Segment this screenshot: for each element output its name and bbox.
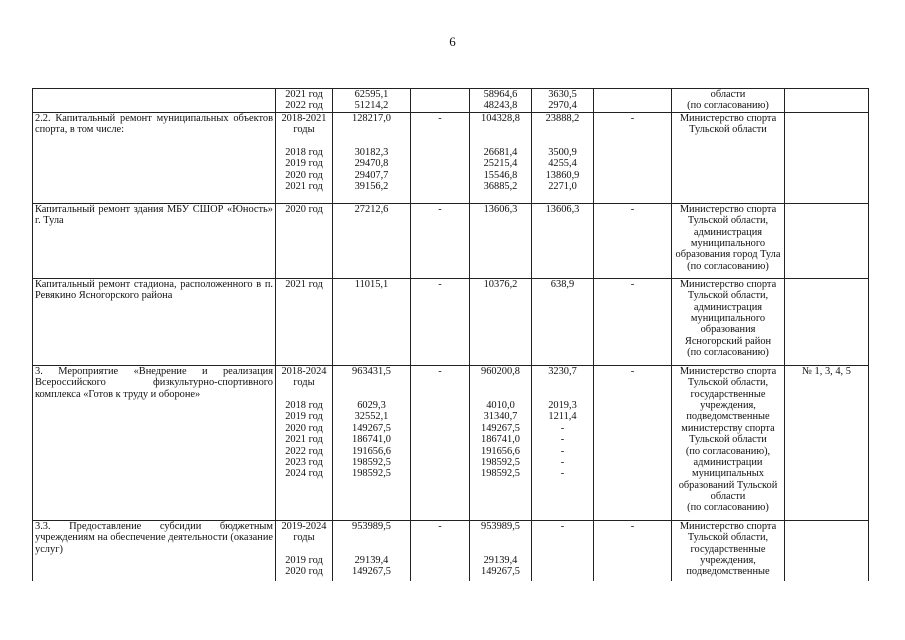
other-cell	[594, 203, 672, 278]
cell-line	[278, 136, 330, 147]
cell-line: Министерство спорта	[679, 112, 777, 124]
cell-line: -	[438, 278, 442, 290]
cell-line: Тульской области,	[687, 532, 769, 544]
local-cell	[532, 278, 594, 365]
cell-line: 963431,5	[352, 365, 391, 377]
cell-line: 2018-2021	[281, 112, 327, 124]
cell-line: 2021 год	[285, 89, 323, 100]
total-cell	[333, 112, 411, 203]
cell-line: 10376,2	[483, 278, 518, 290]
cell-line	[472, 544, 529, 555]
description-cell: Капитальный ремонт здания МБУ СШОР «Юность» г. Тула	[33, 203, 276, 278]
cell-line: 149267,5	[481, 422, 520, 434]
cell-line: администрации	[693, 456, 763, 468]
cell-line: администрация	[693, 226, 763, 238]
cell-line: Тульской области,	[687, 290, 769, 302]
cell-line: 3230,7	[548, 365, 577, 377]
local-cell	[532, 89, 594, 113]
cell-line: (по согласованию)	[687, 100, 769, 112]
cell-line: 104328,8	[481, 112, 520, 124]
regional-cell	[470, 365, 532, 520]
cell-line: муниципального	[690, 237, 766, 249]
cell-line: 128217,0	[352, 112, 391, 124]
cell-line: 25215,4	[483, 158, 518, 170]
federal-cell	[411, 89, 470, 113]
cell-line: -	[630, 365, 635, 377]
cell-line: -	[630, 520, 635, 532]
cell-line: Министерство спорта	[679, 203, 777, 215]
cell-line: 198592,5	[352, 456, 391, 468]
cell-line	[335, 532, 408, 543]
cell-line: 29470,8	[354, 158, 389, 170]
cell-line: (по согласованию)	[687, 502, 769, 514]
cell-line: -	[438, 520, 442, 532]
cell-line: 198592,5	[481, 456, 520, 468]
cell-line: государственные	[690, 388, 766, 400]
federal-cell	[411, 365, 470, 520]
cell-line: образования город Тула	[675, 249, 781, 261]
cell-line: 638,9	[550, 278, 575, 290]
cell-line: Министерство спорта	[679, 520, 777, 532]
cell-line: 36885,2	[483, 181, 518, 193]
local-cell	[532, 112, 594, 203]
period-cell	[276, 89, 333, 113]
cell-line: годы	[293, 532, 315, 544]
cell-line: муниципального	[690, 312, 766, 324]
indicators-cell	[785, 520, 869, 581]
cell-line: -	[630, 112, 635, 124]
local-cell	[532, 520, 594, 581]
description-cell: Капитальный ремонт стадиона, расположенного в п. Ревякино Ясногорского района	[33, 278, 276, 365]
cell-line: 198592,5	[481, 468, 520, 480]
other-cell	[594, 89, 672, 113]
cell-line: (по согласованию),	[685, 445, 771, 457]
cell-line: 30182,3	[354, 146, 389, 158]
period-cell	[276, 520, 333, 581]
cell-line	[278, 389, 330, 400]
other-cell	[594, 520, 672, 581]
cell-line: 29139,4	[483, 554, 518, 566]
period-cell	[276, 278, 333, 365]
cell-line	[472, 124, 529, 135]
cell-line: 3630,5	[548, 89, 577, 100]
period-cell	[276, 203, 333, 278]
cell-line	[534, 389, 591, 400]
cell-line	[335, 389, 408, 400]
cell-line: 149267,5	[352, 566, 391, 578]
cell-line: администрация	[693, 301, 763, 313]
executor-cell	[672, 89, 785, 113]
cell-line: (по согласованию)	[687, 347, 769, 359]
cell-line: Тульской области	[689, 434, 767, 446]
description-cell: 3.3. Предоставление субсидии бюджетным учреждениям на обеспечение деятельности (оказание услуг)	[33, 520, 276, 581]
cell-line: Ясногорский район	[684, 335, 772, 347]
cell-line	[278, 544, 330, 555]
cell-line: 191656,6	[481, 445, 520, 457]
cell-line: 2020 год	[285, 203, 323, 215]
cell-line: 2019 год	[285, 411, 323, 423]
cell-line: -	[560, 445, 565, 457]
cell-line: 2970,4	[548, 100, 577, 112]
cell-line: 62595,1	[354, 89, 389, 100]
cell-line	[335, 544, 408, 555]
cell-line: 32552,1	[354, 411, 389, 423]
description-cell: 2.2. Капитальный ремонт муниципальных объектов спорта, в том числе:	[33, 112, 276, 203]
executor-cell	[672, 520, 785, 581]
cell-line: годы	[293, 124, 315, 136]
cell-line: Тульской области,	[687, 215, 769, 227]
description-cell: 3. Мероприятие «Внедрение и реализация Всероссийского физкультурно-спортивного комплекса «Готов к труду и обороне»	[33, 365, 276, 520]
cell-line: 2018 год	[285, 399, 323, 411]
cell-line: министерству спорта	[681, 422, 775, 434]
cell-line: области	[710, 89, 746, 100]
federal-cell	[411, 520, 470, 581]
cell-line: 39156,2	[354, 181, 389, 193]
cell-line: -	[560, 520, 565, 532]
cell-line: 6029,3	[357, 399, 386, 411]
cell-line: 13606,3	[545, 203, 580, 215]
cell-line: 2020 год	[285, 566, 323, 578]
total-cell	[333, 365, 411, 520]
cell-line: -	[560, 468, 565, 480]
cell-line: 15546,8	[483, 169, 518, 181]
cell-line: -	[630, 203, 635, 215]
cell-line: 29139,4	[354, 554, 389, 566]
cell-line: подведомственные	[686, 411, 770, 423]
table-row	[33, 278, 869, 365]
cell-line: -	[560, 456, 565, 468]
cell-line: 13606,3	[483, 203, 518, 215]
cell-line: 3500,9	[548, 146, 577, 158]
other-cell	[594, 278, 672, 365]
cell-line: 26681,4	[483, 146, 518, 158]
table-row	[33, 520, 869, 581]
cell-line: 191656,6	[352, 445, 391, 457]
indicators-cell	[785, 89, 869, 113]
cell-line: 186741,0	[481, 434, 520, 446]
cell-line: Тульской области,	[687, 377, 769, 389]
indicators-cell	[785, 112, 869, 203]
table-row	[33, 89, 869, 113]
program-table	[32, 88, 869, 581]
cell-line: 29407,7	[354, 169, 389, 181]
cell-line: учреждения,	[700, 554, 756, 566]
indicators-cell	[785, 278, 869, 365]
local-cell	[532, 365, 594, 520]
cell-line: 27212,6	[354, 203, 389, 215]
cell-line: подведомственные	[686, 566, 770, 578]
cell-line: 51214,2	[354, 100, 389, 112]
cell-line	[534, 124, 591, 135]
cell-line: 23888,2	[545, 112, 580, 124]
total-cell	[333, 203, 411, 278]
cell-line: -	[438, 203, 442, 215]
total-cell	[333, 520, 411, 581]
cell-line: 149267,5	[352, 422, 391, 434]
cell-line: 149267,5	[481, 566, 520, 578]
cell-line: -	[630, 278, 635, 290]
executor-cell	[672, 278, 785, 365]
cell-line: 2019 год	[285, 554, 323, 566]
total-cell	[333, 278, 411, 365]
cell-line: области	[710, 491, 746, 503]
cell-line	[335, 136, 408, 147]
federal-cell	[411, 278, 470, 365]
cell-line: 58964,6	[483, 89, 518, 100]
cell-line: 186741,0	[352, 434, 391, 446]
cell-line	[472, 136, 529, 147]
cell-line: -	[438, 365, 442, 377]
period-cell	[276, 112, 333, 203]
regional-cell	[470, 203, 532, 278]
cell-line: Тульской области	[689, 124, 767, 136]
cell-line: 2023 год	[285, 456, 323, 468]
cell-line: 48243,8	[483, 100, 518, 112]
other-cell	[594, 365, 672, 520]
executor-cell	[672, 112, 785, 203]
cell-line: 2022 год	[285, 445, 323, 457]
cell-line: -	[438, 112, 442, 124]
cell-line	[472, 532, 529, 543]
cell-line: 2020 год	[285, 169, 323, 181]
cell-line	[335, 124, 408, 135]
cell-line: 2024 год	[285, 468, 323, 480]
cell-line: 953989,5	[481, 520, 520, 532]
cell-line: учреждения,	[700, 399, 756, 411]
cell-line: 2021 год	[285, 181, 323, 193]
cell-line: 2018-2024	[281, 365, 327, 377]
cell-line: 2019 год	[285, 158, 323, 170]
cell-line: государственные	[690, 543, 766, 555]
executor-cell	[672, 203, 785, 278]
cell-line: образований Тульской	[678, 479, 778, 491]
regional-cell	[470, 89, 532, 113]
cell-line: -	[560, 434, 565, 446]
cell-line: годы	[293, 377, 315, 389]
cell-line: 2021 год	[285, 434, 323, 446]
table-row	[33, 203, 869, 278]
cell-line	[335, 377, 408, 388]
cell-line: 960200,8	[481, 365, 520, 377]
cell-line: 2020 год	[285, 422, 323, 434]
cell-line: (по согласованию)	[687, 260, 769, 272]
cell-line: 11015,1	[354, 278, 389, 290]
regional-cell	[470, 278, 532, 365]
description-cell	[33, 89, 276, 113]
cell-line: -	[560, 422, 565, 434]
cell-line	[534, 136, 591, 147]
executor-cell	[672, 365, 785, 520]
table-row	[33, 112, 869, 203]
local-cell	[532, 203, 594, 278]
other-cell	[594, 112, 672, 203]
indicators-cell: № 1, 3, 4, 5	[785, 365, 869, 520]
cell-line: 198592,5	[352, 468, 391, 480]
cell-line: 953989,5	[352, 520, 391, 532]
cell-line: 2022 год	[285, 100, 323, 112]
cell-line: 2019,3	[548, 399, 577, 411]
cell-line	[472, 389, 529, 400]
cell-line: 1211,4	[548, 411, 577, 423]
table-row	[33, 365, 869, 520]
cell-line: 31340,7	[483, 411, 518, 423]
regional-cell	[470, 112, 532, 203]
federal-cell	[411, 203, 470, 278]
cell-line: Министерство спорта	[679, 365, 777, 377]
cell-line: образования	[700, 324, 756, 336]
cell-line	[534, 377, 591, 388]
cell-line: 2018 год	[285, 146, 323, 158]
cell-line: 13860,9	[545, 169, 580, 181]
indicators-cell	[785, 203, 869, 278]
cell-line: 2019-2024	[281, 520, 327, 532]
page-number: 6	[449, 34, 456, 49]
cell-line	[472, 377, 529, 388]
cell-line: 4010,0	[486, 399, 515, 411]
cell-line: 4255,4	[548, 158, 577, 170]
regional-cell	[470, 520, 532, 581]
federal-cell	[411, 112, 470, 203]
cell-line: 2271,0	[548, 181, 577, 193]
cell-line: Министерство спорта	[679, 278, 777, 290]
cell-line: муниципальных	[692, 468, 764, 480]
period-cell	[276, 365, 333, 520]
cell-line: 2021 год	[285, 278, 323, 290]
total-cell	[333, 89, 411, 113]
